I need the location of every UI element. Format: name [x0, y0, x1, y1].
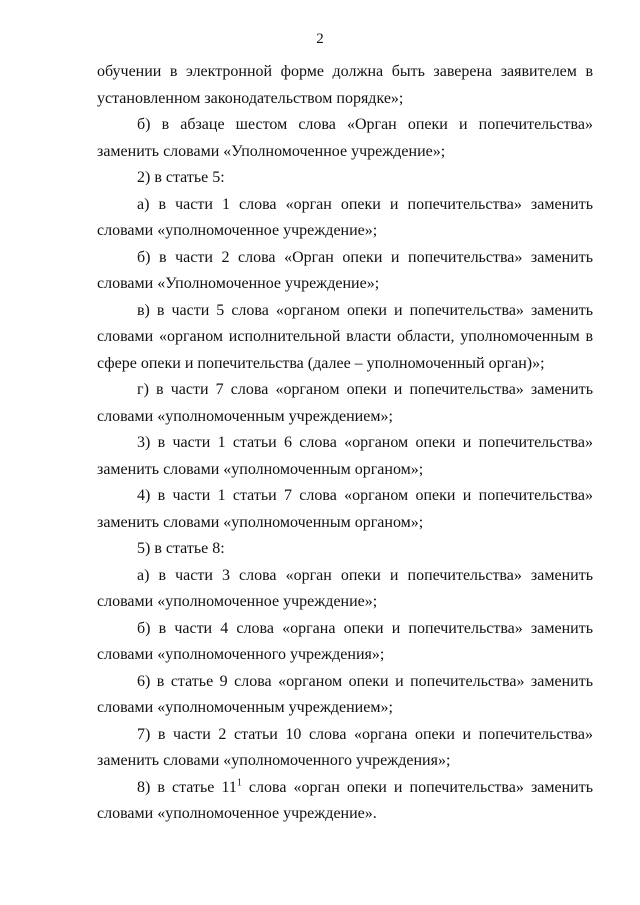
paragraph: 7) в части 2 статьи 10 слова «органа опеки и попечительства» заменить словами «уполномоченного учреждения»; — [97, 725, 593, 769]
paragraph: г) в части 7 слова «органом опеки и попечительства» заменить словами «уполномоченным учреждением»; — [97, 381, 593, 425]
page-number: 2 — [316, 31, 324, 47]
paragraph: 4) в части 1 статьи 7 слова «органом опеки и попечительства» заменить словами «уполномоченным органом»; — [97, 487, 593, 531]
paragraph-last-start: 8) в статье 11 — [137, 778, 237, 796]
paragraph: б) в части 2 слова «Орган опеки и попечительства» заменить словами «Уполномоченное учреждение»; — [97, 248, 593, 292]
paragraph: 6) в статье 9 слова «органом опеки и попечительства» заменить словами «уполномоченным учреждением»; — [97, 672, 593, 716]
document-body — [97, 59, 593, 828]
paragraph: а) в части 1 слова «орган опеки и попечительства» заменить словами «уполномоченное учреждение»; — [97, 195, 593, 239]
paragraph: в) в части 5 слова «органом опеки и попечительства» заменить словами «органом исполнительной власти области, уполномоченным в сфере опеки и попечительства (далее – уполномоченный орган)»; — [97, 301, 593, 372]
paragraph-last-end: слова «орган опеки и попечительства» заменить словами «уполномоченное учреждение». — [97, 778, 593, 822]
paragraph: а) в части 3 слова «орган опеки и попечительства» заменить словами «уполномоченное учреждение»; — [97, 566, 593, 610]
paragraph: б) в части 4 слова «органа опеки и попечительства» заменить словами «уполномоченного учреждения»; — [97, 619, 593, 663]
paragraph: б) в абзаце шестом слова «Орган опеки и попечительства» заменить словами «Уполномоченное учреждение»; — [97, 116, 593, 160]
paragraph: обучении в электронной форме должна быть заверена заявителем в установленном законодательством порядке»; — [97, 63, 593, 107]
paragraph: 2) в статье 5: — [137, 169, 225, 186]
paragraph: 3) в части 1 статьи 6 слова «органом опеки и попечительства» заменить словами «уполномоченным органом»; — [97, 434, 593, 478]
paragraph: 5) в статье 8: — [137, 540, 225, 557]
superscript: 1 — [236, 777, 242, 789]
paragraph-last — [97, 775, 593, 828]
